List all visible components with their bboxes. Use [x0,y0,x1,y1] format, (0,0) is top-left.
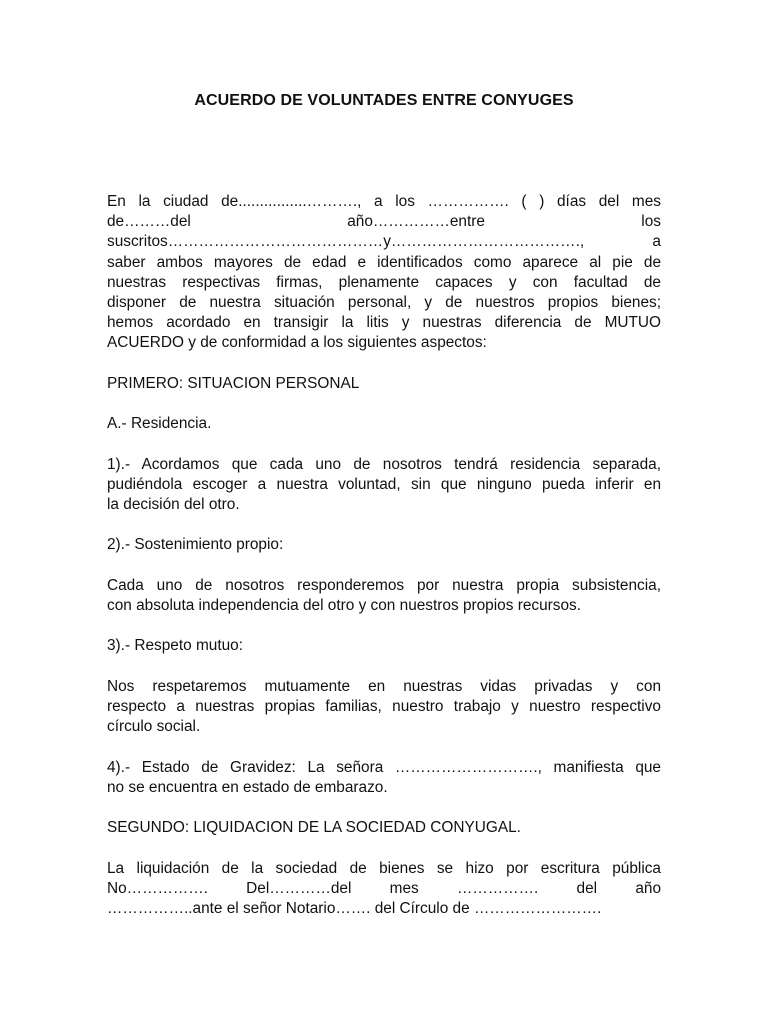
item2-heading: 2).- Sostenimiento propio: [107,536,284,554]
intro-paragraph [107,192,661,354]
item3-paragraph [107,677,661,738]
intro-line: nuestras respectivas firmas, plenamente capaces y con facultad de [107,273,661,291]
intro-line: suscritos……………………………………y………………………………., a [107,233,661,251]
item3-heading: 3).- Respeto mutuo: [107,637,244,655]
intro-line: En la ciudad de................………., a los ……………. ( ) días del mes [107,193,661,210]
liquidacion-line: La liquidación de la sociedad de bienes se hizo por escritura pública [107,859,661,877]
item1-line: la decisión del otro. [107,496,240,513]
item2-paragraph [107,576,661,616]
intro-line: ACUERDO y de conformidad a los siguientes aspectos: [107,334,487,352]
item1-line: 1).- Acordamos que cada uno de nosotros tendrá residencia separada, [107,455,661,473]
item1-paragraph [107,455,661,516]
liquidacion-line: ……………..ante el señor Notario……. del Círculo de ……………………. [107,899,602,917]
residencia-heading: A.- Residencia. [107,415,212,433]
primero-heading: PRIMERO: SITUACION PERSONAL [107,374,360,392]
intro-line: hemos acordado en transigir la litis y nuestras diferencia de MUTUO [107,314,661,332]
liquidacion-paragraph [107,859,661,920]
item3-line: respecto a nuestras propias familias, nuestro trabajo y nuestro respectivo [107,697,661,715]
liquidacion-line: No……………. Del…………del mes ……………. del año [107,879,661,897]
item2-line: Cada uno de nosotros responderemos por nuestra propia subsistencia, [107,576,661,594]
document-title: ACUERDO DE VOLUNTADES ENTRE CONYUGES [194,92,574,109]
intro-line: saber ambos mayores de edad e identificados como aparece al pie de [107,253,661,271]
item4-line: no se encuentra en estado de embarazo. [107,778,388,796]
item3-line: Nos respetaremos mutuamente en nuestras vidas privadas y con [107,677,661,695]
item2-line: con absoluta independencia del otro y con nuestros propios recursos. [107,596,581,614]
segundo-heading: SEGUNDO: LIQUIDACION DE LA SOCIEDAD CONYUGAL. [107,819,521,837]
item4-paragraph [107,758,661,798]
item3-line: círculo social. [107,718,201,736]
item4-line: 4).- Estado de Gravidez: La señora ………………………., manifiesta que [107,758,661,776]
intro-line: de………del año……………entre los [107,213,661,231]
intro-line: disponer de nuestra situación personal, y de nuestros propios bienes; [107,294,661,312]
item1-line: pudiéndola escoger a nuestra voluntad, sin que ninguno pueda inferir en [107,475,661,493]
document-body [107,192,661,939]
